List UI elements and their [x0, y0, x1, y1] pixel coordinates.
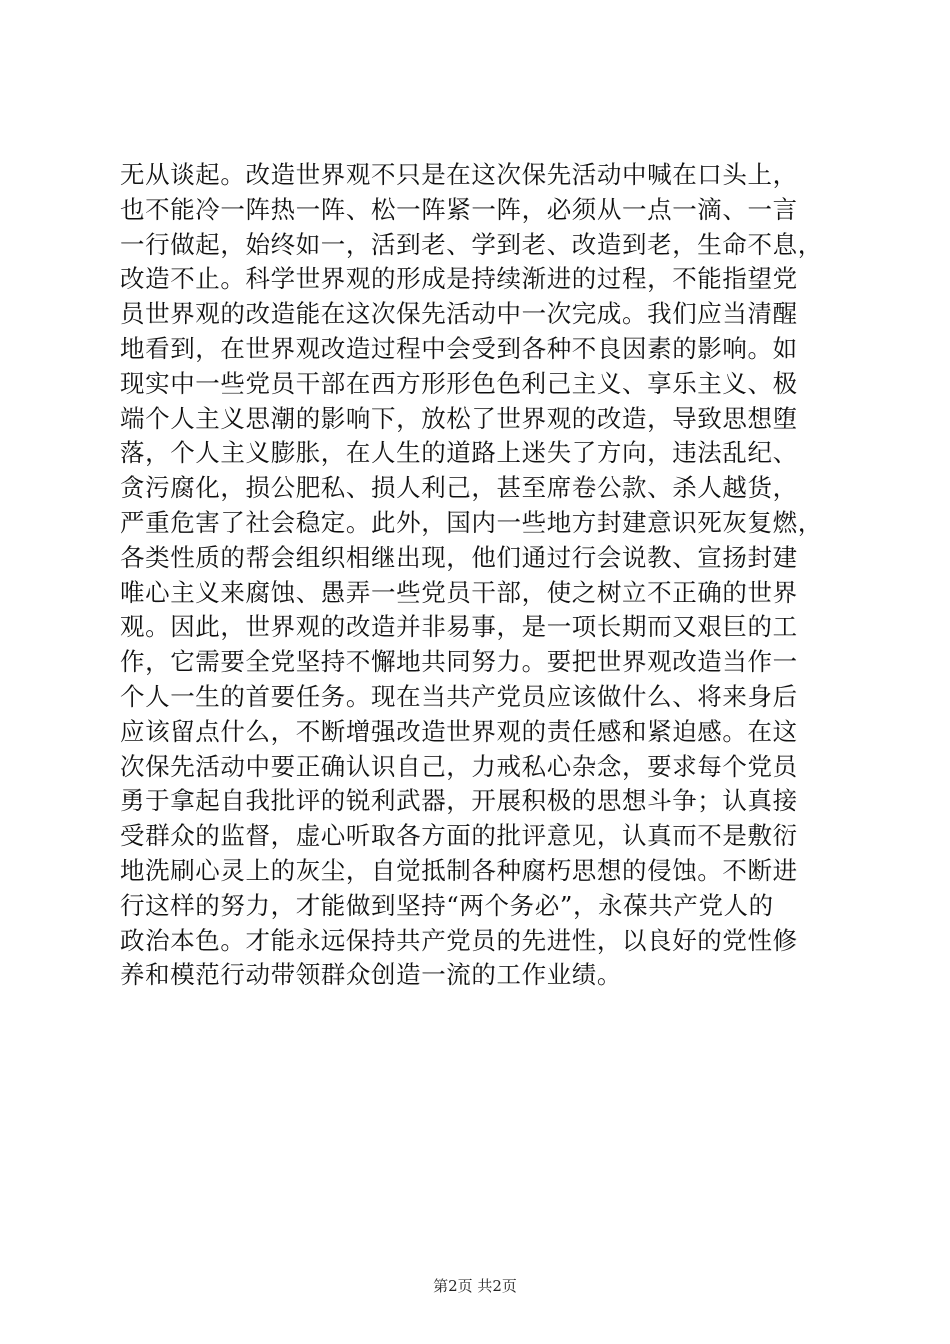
- text-line: 也不能冷一阵热一阵、松一阵紧一阵，必须从一点一滴、一言: [120, 194, 798, 224]
- text-line: 行这样的努力，才能做到坚持“两个务必”，永葆共产党人的: [120, 890, 774, 920]
- text-line: 落，个人主义膨胀，在人生的道路上迷失了方向，违法乱纪、: [120, 438, 798, 468]
- text-line: 贪污腐化，损公肥私、损人利己，甚至席卷公款、杀人越货，: [120, 473, 798, 503]
- text-line: 严重危害了社会稳定。此外，国内一些地方封建意识死灰复燃，: [120, 507, 823, 537]
- text-line: 地洗刷心灵上的灰尘，自觉抵制各种腐朽思想的侵蚀。不断进: [120, 855, 798, 885]
- text-line: 次保先活动中要正确认识自己，力戒私心杂念，要求每个党员: [120, 751, 798, 781]
- text-line: 地看到，在世界观改造过程中会受到各种不良因素的影响。如: [120, 333, 798, 363]
- text-line: 勇于拿起自我批评的锐利武器，开展积极的思想斗争；认真接: [120, 786, 798, 816]
- text-line: 唯心主义来腐蚀、愚弄一些党员干部，使之树立不正确的世界: [120, 577, 798, 607]
- text-line: 各类性质的帮会组织相继出现，他们通过行会说教、宣扬封建: [120, 542, 798, 572]
- page-number: 第2页 共2页: [433, 1277, 517, 1295]
- text-line: 个人一生的首要任务。现在当共产党员应该做什么、将来身后: [120, 681, 798, 711]
- page-footer: [0, 1276, 950, 1296]
- body-text: [120, 158, 840, 993]
- text-line: 作，它需要全党坚持不懈地共同努力。要把世界观改造当作一: [120, 647, 798, 677]
- text-line: 无从谈起。改造世界观不只是在这次保先活动中喊在口头上，: [120, 160, 798, 189]
- text-line: 受群众的监督，虚心听取各方面的批评意见，认真而不是敷衍: [120, 821, 798, 851]
- text-line: 改造不止。科学世界观的形成是持续渐进的过程，不能指望党: [120, 264, 798, 294]
- text-line: 端个人主义思潮的影响下，放松了世界观的改造，导致思想堕: [120, 403, 798, 433]
- text-line: 现实中一些党员干部在西方形形色色利己主义、享乐主义、极: [120, 368, 798, 398]
- text-line: 员世界观的改造能在这次保先活动中一次完成。我们应当清醒: [120, 299, 798, 329]
- text-line: 养和模范行动带领群众创造一流的工作业绩。: [120, 960, 622, 990]
- text-line: 观。因此，世界观的改造并非易事，是一项长期而又艰巨的工: [120, 612, 798, 642]
- text-line: 政治本色。才能永远保持共产党员的先进性，以良好的党性修: [120, 925, 798, 955]
- text-line: 应该留点什么，不断增强改造世界观的责任感和紧迫感。在这: [120, 716, 798, 746]
- text-line: 一行做起，始终如一，活到老、学到老、改造到老，生命不息，: [120, 229, 823, 259]
